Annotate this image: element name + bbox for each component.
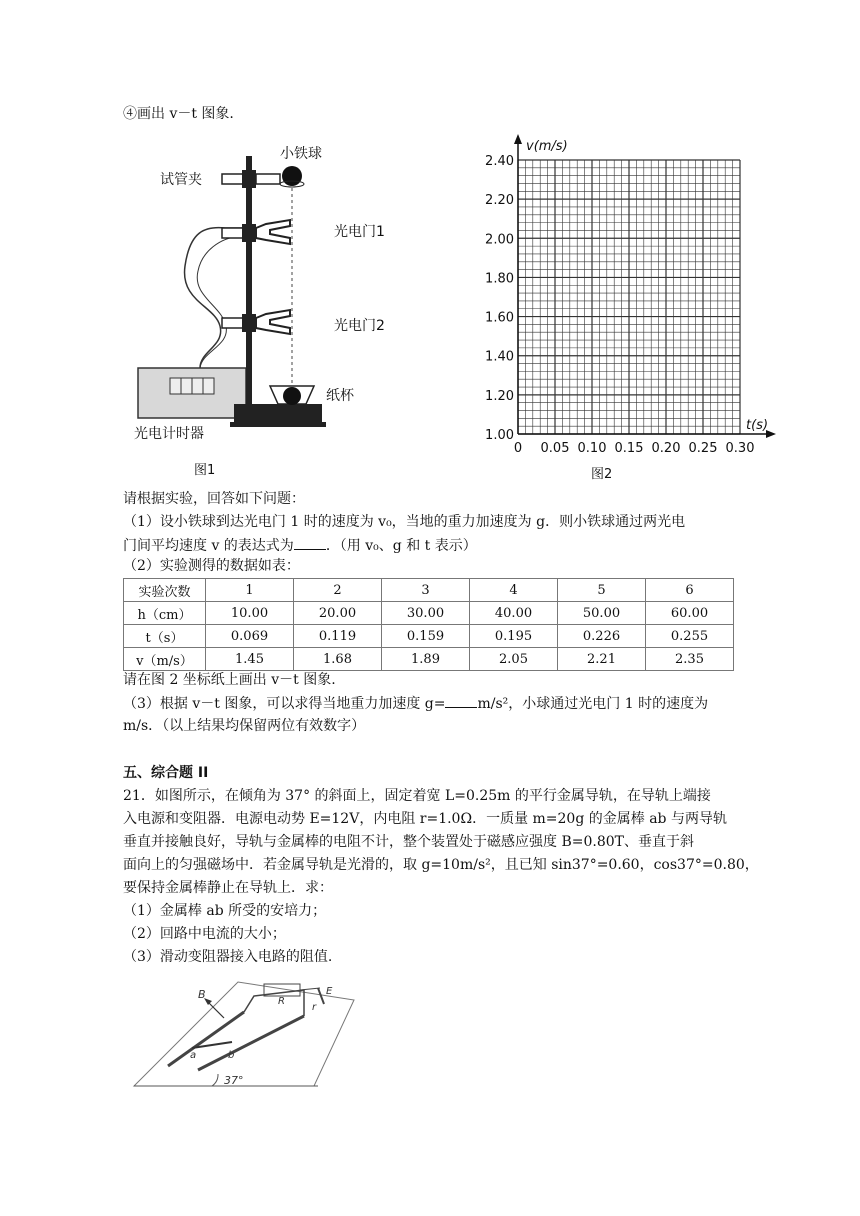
- p21-line-3: 垂直并接触良好，导轨与金属棒的电阻不计，整个装置处于磁感应强度 B=0.80T、垂直于斜: [123, 834, 694, 850]
- y-axis-arrow: [514, 134, 522, 144]
- p21-line-5: 要保持金属棒静止在导轨上．求：: [123, 880, 333, 896]
- y-tick-label: 1.00: [485, 428, 514, 443]
- table-cell: 6: [646, 579, 734, 602]
- y-tick-label: 2.00: [485, 232, 514, 248]
- timer-cable: [185, 228, 230, 368]
- figure-1-apparatus: [130, 146, 430, 442]
- step-4-text: ④画出 v－t 图象.: [123, 106, 234, 122]
- p21-line-1: 21．如图所示，在倾角为 37° 的斜面上，固定着宽 L=0.25m 的平行金属导轨，在导轨上端接: [123, 788, 711, 804]
- label-b: b: [228, 1050, 235, 1061]
- y-tick-label: 1.40: [485, 349, 514, 365]
- table-cell: 0.119: [294, 625, 382, 648]
- q1-line-2: [123, 535, 477, 556]
- after-table-text: 请在图 2 坐标纸上画出 v－t 图象.: [123, 672, 336, 688]
- table-row: [124, 625, 734, 648]
- label-E: E: [326, 986, 333, 997]
- angle-arc: [212, 1074, 218, 1086]
- table-cell: 0.255: [646, 625, 734, 648]
- battery: [318, 988, 324, 1004]
- label-B: B: [198, 988, 206, 1001]
- table-cell: 1.89: [382, 648, 470, 671]
- label-clamp: 试管夹: [160, 172, 202, 188]
- p21-question-1: （1）金属棒 ab 所受的安培力；: [123, 903, 327, 919]
- q3-line-1-pre: （3）根据 v－t 图象，可以求得当地重力加速度 g=: [123, 696, 446, 712]
- x-tick-label: 0.10: [577, 441, 607, 456]
- table-cell: 4: [470, 579, 558, 602]
- y-tick-label: 1.20: [485, 388, 514, 404]
- q3-line-2: m/s．（以上结果均保留两位有效数字）: [123, 718, 366, 734]
- x-tick-label: 0.15: [614, 441, 644, 456]
- table-cell: 实验次数: [124, 579, 206, 602]
- x-tick-label: 0: [513, 441, 523, 456]
- table-cell: 2.21: [558, 648, 646, 671]
- answer-blank-g[interactable]: [445, 693, 477, 708]
- table-cell: 20.00: [294, 602, 382, 625]
- table-cell: 30.00: [382, 602, 470, 625]
- label-gate-2: 光电门2: [334, 318, 385, 334]
- table-cell: 0.195: [470, 625, 558, 648]
- label-iron-ball: 小铁球: [280, 146, 322, 162]
- x-tick-labels: [514, 441, 755, 456]
- figure-2-vt-grid: [476, 134, 776, 460]
- rail-right: [198, 1016, 304, 1070]
- section-heading: 五、综合题 II: [123, 765, 209, 781]
- p21-line-2: 入电源和变阻器．电源电动势 E=12V，内电阻 r=1.0Ω．一质量 m=20g 的金属棒 ab 与两导轨: [123, 811, 727, 827]
- x-tick-label: 0.05: [540, 441, 570, 456]
- table-header-row: [124, 579, 734, 602]
- y-axis-label: v(m/s): [526, 139, 568, 154]
- label-paper-cup: 纸杯: [326, 388, 354, 404]
- table-cell: 50.00: [558, 602, 646, 625]
- p21-question-3: （3）滑动变阻器接入电路的阻值.: [123, 949, 333, 965]
- table-cell: 40.00: [470, 602, 558, 625]
- figure-2-caption: 图2: [591, 467, 613, 482]
- table-cell: 1: [206, 579, 294, 602]
- intro-text: 请根据实验，回答如下问题：: [123, 491, 305, 507]
- table-row: [124, 602, 734, 625]
- table-cell: v（m/s）: [124, 648, 206, 671]
- q1-line-1: （1）设小铁球到达光电门 1 时的速度为 v₀，当地的重力加速度为 g．则小铁球通过两光电: [123, 514, 686, 530]
- y-tick-label: 2.20: [485, 193, 514, 209]
- x-tick-label: 0.30: [725, 441, 755, 456]
- x-axis-label: t(s): [746, 418, 769, 433]
- stand-base: [234, 404, 322, 424]
- figure-3-inclined-rails: [128, 974, 358, 1094]
- table-cell: 5: [558, 579, 646, 602]
- small-iron-ball: [282, 166, 302, 186]
- label-angle: 37°: [224, 1074, 244, 1087]
- table-cell: 0.069: [206, 625, 294, 648]
- q3-line-1-post: m/s²，小球通过光电门 1 时的速度为: [477, 696, 709, 712]
- photogate-2: [256, 310, 290, 334]
- photogate-1: [256, 220, 290, 244]
- table-cell: 0.159: [382, 625, 470, 648]
- q2-text: （2）实验测得的数据如表：: [123, 558, 300, 574]
- label-R: R: [278, 996, 285, 1007]
- q3-line-1: [123, 693, 708, 714]
- table-cell: 3: [382, 579, 470, 602]
- label-gate-1: 光电门1: [334, 224, 385, 240]
- data-table: [123, 578, 734, 671]
- y-tick-labels: [485, 154, 514, 443]
- x-tick-label: 0.25: [688, 441, 718, 456]
- y-tick-label: 2.40: [485, 154, 514, 169]
- table-cell: 1.68: [294, 648, 382, 671]
- table-cell: 2.35: [646, 648, 734, 671]
- grid-lines: [518, 160, 740, 434]
- table-cell: 2.05: [470, 648, 558, 671]
- y-tick-label: 1.60: [485, 310, 514, 326]
- table-cell: 0.226: [558, 625, 646, 648]
- table-cell: 2: [294, 579, 382, 602]
- label-r: r: [312, 1002, 317, 1013]
- label-a: a: [190, 1050, 197, 1061]
- answer-blank-q1[interactable]: [294, 535, 326, 550]
- table-cell: 10.00: [206, 602, 294, 625]
- table-cell: h（cm）: [124, 602, 206, 625]
- figure-1-caption: 图1: [194, 463, 216, 478]
- x-tick-label: 0.20: [651, 441, 681, 456]
- stand-pole: [246, 156, 252, 411]
- table-cell: t（s）: [124, 625, 206, 648]
- table-cell: 1.45: [206, 648, 294, 671]
- table-row: [124, 648, 734, 671]
- p21-question-2: （2）回路中电流的大小；: [123, 926, 286, 942]
- q1-line-2-pre: 门间平均速度 v 的表达式为: [123, 538, 294, 554]
- p21-line-4: 面向上的匀强磁场中．若金属导轨是光滑的，取 g=10m/s²，且已知 sin37°=0.60，cos37°=0.80，: [123, 857, 759, 873]
- y-tick-label: 1.80: [485, 271, 514, 287]
- label-timer: 光电计时器: [134, 426, 204, 442]
- q1-line-2-post: ．（用 v₀、g 和 t 表示）: [325, 538, 477, 554]
- table-cell: 60.00: [646, 602, 734, 625]
